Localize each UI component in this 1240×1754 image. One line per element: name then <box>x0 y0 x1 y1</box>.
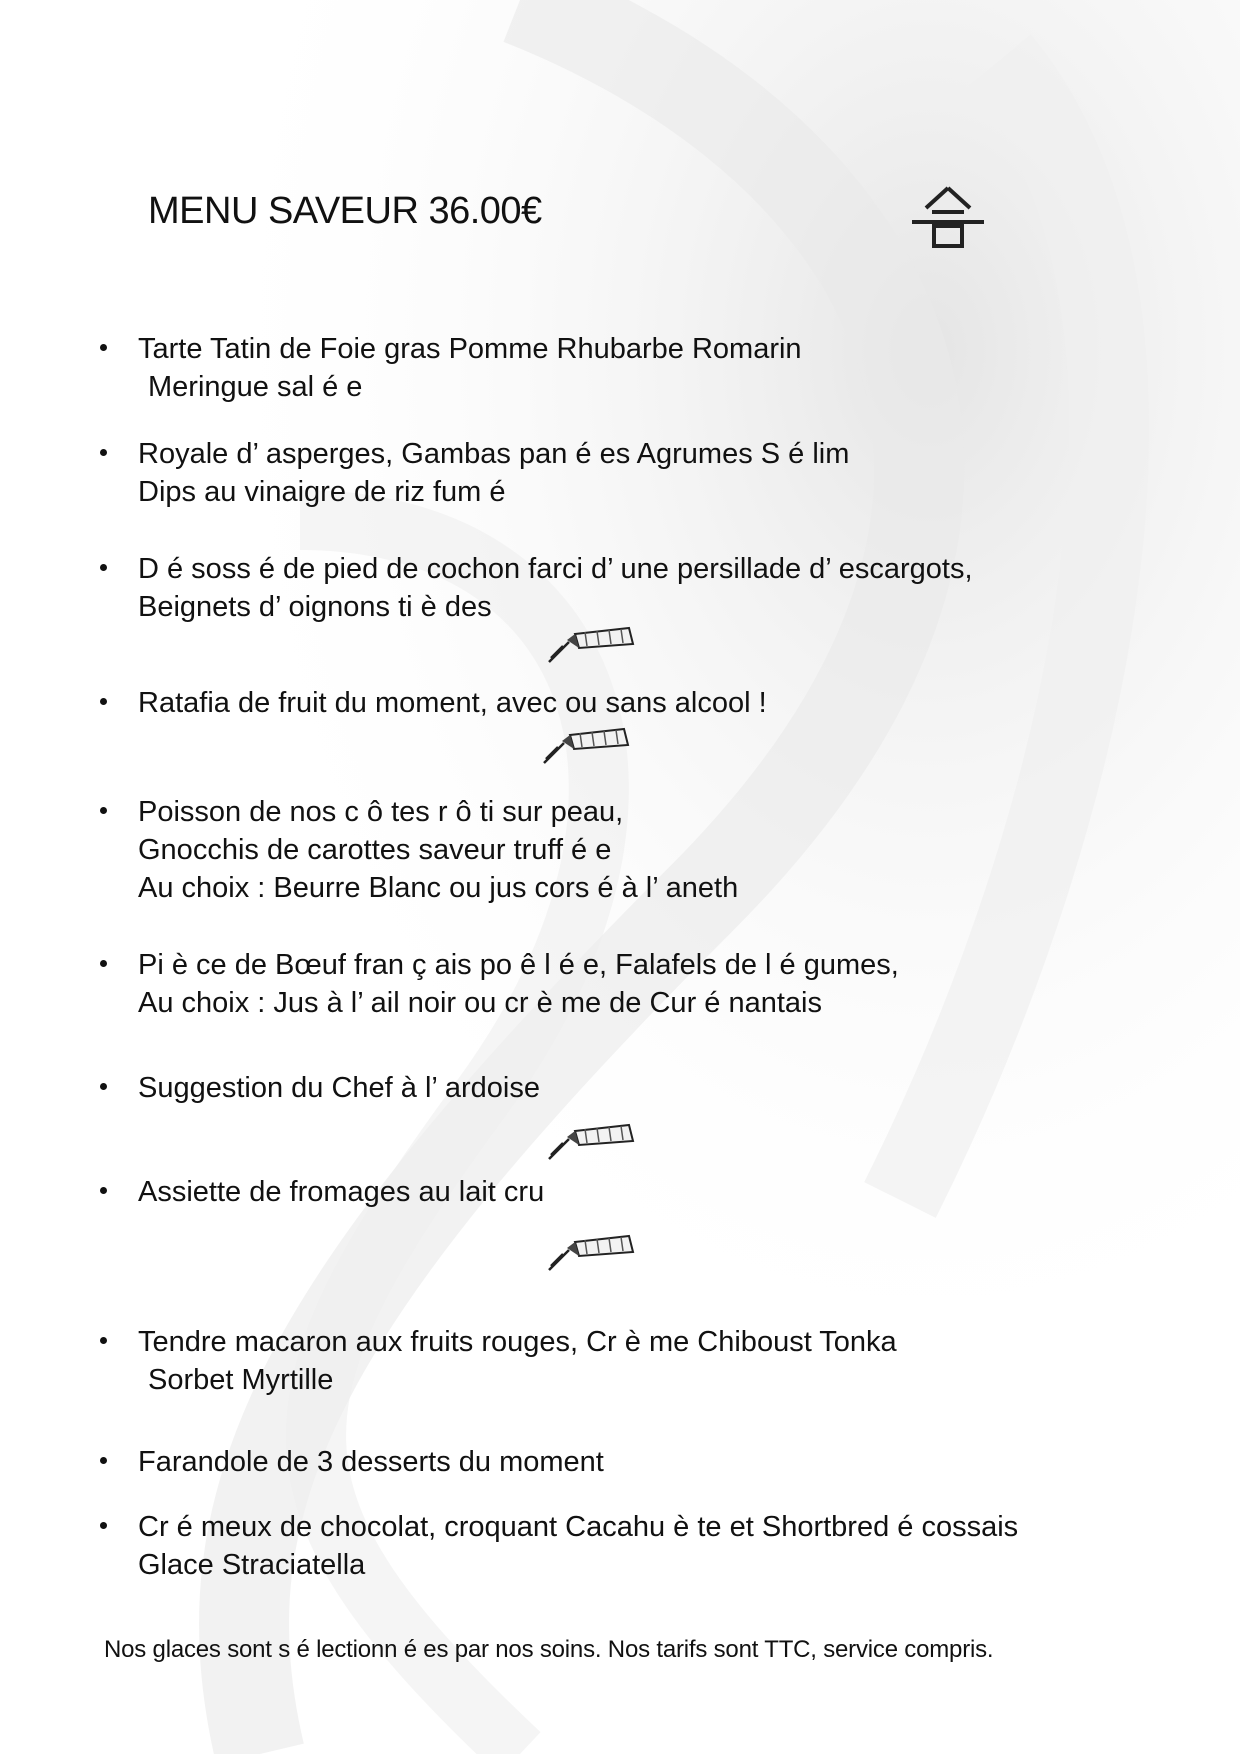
menu-course-item <box>100 793 1160 907</box>
menu-title: MENU SAVEUR 36.00€ <box>148 190 542 232</box>
course-detail: Beignets d’ oignons ti è des <box>138 591 492 623</box>
menu-course-item <box>100 435 1160 511</box>
bullet-icon <box>100 1187 107 1194</box>
menu-course-item <box>100 1508 1160 1584</box>
bullet-icon <box>100 1083 107 1090</box>
bullet-icon <box>100 1337 107 1344</box>
course-name: Tarte Tatin de Foie gras Pomme Rhubarbe Romarin <box>138 333 802 365</box>
course-detail: Meringue sal é e <box>148 371 363 403</box>
bullet-icon <box>100 807 107 814</box>
menu-course-item <box>100 946 1160 1022</box>
menu-course-item <box>100 1443 1160 1481</box>
bullet-icon <box>100 344 107 351</box>
bullet-icon <box>100 1457 107 1464</box>
menu-course-item <box>100 1069 1160 1107</box>
corkscrew-icon <box>545 1228 637 1276</box>
course-detail: Gnocchis de carottes saveur truff é e <box>138 834 612 866</box>
course-name: Suggestion du Chef à l’ ardoise <box>138 1072 540 1104</box>
bullet-icon <box>100 698 107 705</box>
corkscrew-icon <box>540 721 632 769</box>
menu-course-item <box>100 1173 1160 1211</box>
menu-course-item <box>100 684 1160 722</box>
course-detail: Sorbet Myrtille <box>148 1364 334 1396</box>
course-name: D é soss é de pied de cochon farci d’ une persillade d’ escargots, <box>138 553 973 585</box>
course-detail: Au choix : Beurre Blanc ou jus cors é à l’ aneth <box>138 872 739 904</box>
corkscrew-icon <box>545 1117 637 1165</box>
menu-course-item <box>100 330 1160 406</box>
corkscrew-icon <box>545 620 637 668</box>
bullet-icon <box>100 1522 107 1529</box>
menu-footer-note: Nos glaces sont s é lectionn é es par nos soins. Nos tarifs sont TTC, service compris. <box>104 1636 994 1663</box>
house-logo-icon <box>912 186 984 248</box>
bullet-icon <box>100 564 107 571</box>
course-name: Cr é meux de chocolat, croquant Cacahu è te et Shortbred é cossais <box>138 1511 1019 1543</box>
course-name: Farandole de 3 desserts du moment <box>138 1446 604 1478</box>
course-name: Tendre macaron aux fruits rouges, Cr è me Chiboust Tonka <box>138 1326 897 1358</box>
menu-course-item <box>100 550 1160 626</box>
course-name: Pi è ce de Bœuf fran ç ais po ê l é e, Falafels de l é gumes, <box>138 949 899 981</box>
course-name: Assiette de fromages au lait cru <box>138 1176 545 1208</box>
bullet-icon <box>100 449 107 456</box>
bullet-icon <box>100 960 107 967</box>
course-name: Poisson de nos c ô tes r ô ti sur peau, <box>138 796 624 828</box>
course-name: Ratafia de fruit du moment, avec ou sans alcool ! <box>138 687 767 719</box>
course-detail: Glace Straciatella <box>138 1549 366 1581</box>
course-detail: Au choix : Jus à l’ ail noir ou cr è me de Cur é nantais <box>138 987 822 1019</box>
course-detail: Dips au vinaigre de riz fum é <box>138 476 506 508</box>
course-name: Royale d’ asperges, Gambas pan é es Agrumes S é lim <box>138 438 850 470</box>
menu-course-item <box>100 1323 1160 1399</box>
